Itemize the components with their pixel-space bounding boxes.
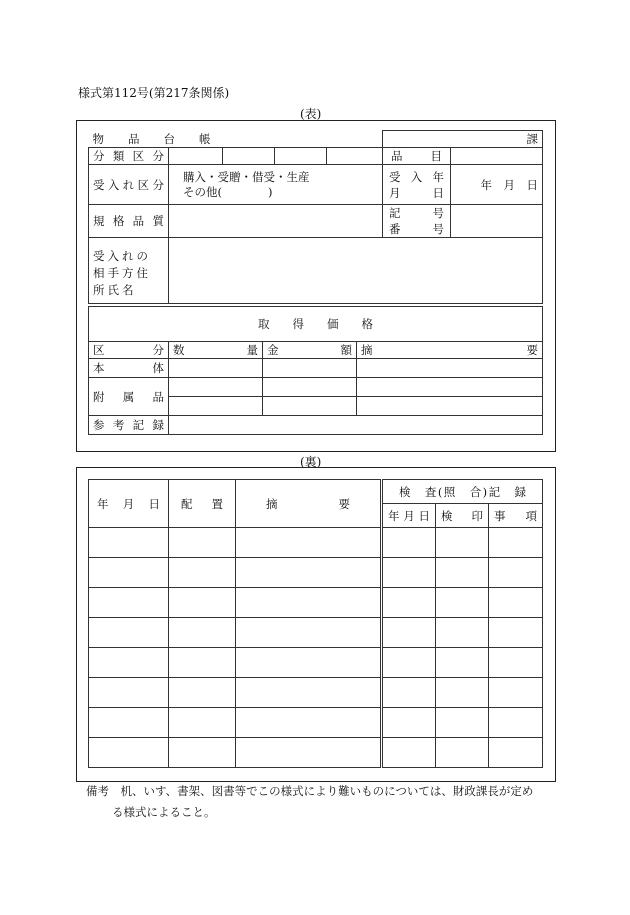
history-cell[interactable] bbox=[489, 738, 543, 768]
history-cell[interactable] bbox=[382, 738, 436, 768]
ledger-table bbox=[88, 130, 543, 304]
dept-suffix: 課 bbox=[526, 132, 539, 146]
receipt-date-value: 年 月 日 bbox=[480, 177, 539, 192]
acq-header-amount: 金 額 bbox=[263, 342, 357, 359]
history-cell[interactable] bbox=[236, 588, 382, 618]
accessories-amount-2[interactable] bbox=[263, 397, 357, 416]
history-cell[interactable] bbox=[382, 618, 436, 648]
main-body-desc[interactable] bbox=[357, 359, 543, 378]
accessories-amount-1[interactable] bbox=[263, 378, 357, 397]
history-cell[interactable] bbox=[382, 558, 436, 588]
history-row bbox=[89, 558, 543, 588]
main-body-label: 本 体 bbox=[89, 359, 169, 378]
history-cell[interactable] bbox=[436, 588, 489, 618]
history-cell[interactable] bbox=[89, 588, 169, 618]
history-cell[interactable] bbox=[169, 648, 236, 678]
dept-field[interactable] bbox=[383, 131, 543, 148]
item-field[interactable] bbox=[451, 148, 543, 165]
history-cell[interactable] bbox=[382, 708, 436, 738]
inspection-seal-header: 検 印 bbox=[436, 504, 489, 528]
counterparty-field[interactable] bbox=[169, 238, 543, 304]
receipt-date-label: 受 入 年 月 日 bbox=[383, 165, 451, 205]
acq-header-quantity: 数 量 bbox=[169, 342, 263, 359]
history-cell[interactable] bbox=[436, 678, 489, 708]
receipt-type-options-line2: その他( ) bbox=[183, 184, 273, 199]
classification-cell-1[interactable] bbox=[169, 148, 223, 165]
remarks-label: 備考 bbox=[86, 784, 109, 798]
history-cell[interactable] bbox=[489, 678, 543, 708]
classification-cell-4[interactable] bbox=[327, 148, 383, 165]
history-row bbox=[89, 738, 543, 768]
history-cell[interactable] bbox=[489, 708, 543, 738]
history-cell[interactable] bbox=[436, 708, 489, 738]
history-cell[interactable] bbox=[236, 708, 382, 738]
history-header-date: 年 月 日 bbox=[89, 480, 169, 528]
history-cell[interactable] bbox=[436, 528, 489, 558]
history-cell[interactable] bbox=[236, 558, 382, 588]
history-header-description: 摘 要 bbox=[236, 480, 382, 528]
history-cell[interactable] bbox=[169, 558, 236, 588]
accessories-desc-1[interactable] bbox=[357, 378, 543, 397]
history-cell[interactable] bbox=[236, 678, 382, 708]
history-cell[interactable] bbox=[382, 678, 436, 708]
history-rows bbox=[89, 528, 543, 768]
classification-cell-2[interactable] bbox=[223, 148, 275, 165]
main-body-amount[interactable] bbox=[263, 359, 357, 378]
history-row bbox=[89, 588, 543, 618]
main-body-qty[interactable] bbox=[169, 359, 263, 378]
history-cell[interactable] bbox=[382, 528, 436, 558]
accessories-qty-2[interactable] bbox=[169, 397, 263, 416]
counterparty-label: 受入れの相手方住所氏名 bbox=[89, 238, 169, 304]
history-cell[interactable] bbox=[169, 588, 236, 618]
back-label: (裏) bbox=[300, 455, 322, 469]
spec-field[interactable] bbox=[169, 205, 383, 238]
reference-label: 参 考 記 録 bbox=[89, 416, 169, 435]
acq-header-category: 区 分 bbox=[89, 342, 169, 359]
remarks-line2: る様式によること。 bbox=[112, 805, 216, 819]
accessories-label: 附 属 品 bbox=[89, 378, 169, 416]
history-cell[interactable] bbox=[436, 738, 489, 768]
history-cell[interactable] bbox=[236, 528, 382, 558]
history-row bbox=[89, 678, 543, 708]
history-cell[interactable] bbox=[489, 648, 543, 678]
acquisition-table bbox=[88, 306, 543, 435]
history-cell[interactable] bbox=[89, 708, 169, 738]
accessories-qty-1[interactable] bbox=[169, 378, 263, 397]
history-cell[interactable] bbox=[236, 618, 382, 648]
history-row bbox=[89, 708, 543, 738]
reference-field[interactable] bbox=[169, 416, 543, 435]
receipt-date-field[interactable] bbox=[451, 165, 543, 205]
receipt-type-options-line1: 購入・受贈・借受・生産 bbox=[183, 169, 310, 184]
front-label: (表) bbox=[300, 107, 322, 121]
spec-label: 規 格 品 質 bbox=[89, 205, 169, 238]
history-cell[interactable] bbox=[436, 648, 489, 678]
form-header: 様式第112号(第217条関係) bbox=[78, 86, 230, 100]
history-cell[interactable] bbox=[489, 618, 543, 648]
classification-cell-3[interactable] bbox=[275, 148, 327, 165]
inspection-title: 検 査(照 合)記 録 bbox=[382, 480, 543, 504]
history-cell[interactable] bbox=[489, 588, 543, 618]
remarks bbox=[86, 781, 556, 823]
history-cell[interactable] bbox=[169, 528, 236, 558]
receipt-type-label: 受入れ区分 bbox=[89, 165, 169, 205]
symbol-number-label: 記 号 番 号 bbox=[383, 205, 451, 238]
history-table bbox=[88, 479, 543, 768]
history-cell[interactable] bbox=[489, 528, 543, 558]
history-cell[interactable] bbox=[169, 708, 236, 738]
history-cell[interactable] bbox=[89, 618, 169, 648]
acq-header-description: 摘 要 bbox=[357, 342, 543, 359]
history-cell[interactable] bbox=[382, 648, 436, 678]
classification-label: 分 類 区 分 bbox=[89, 148, 169, 165]
ledger-title: 物 品 台 帳 bbox=[92, 131, 211, 146]
inspection-matter-header: 事 項 bbox=[489, 504, 543, 528]
receipt-type-options[interactable] bbox=[169, 165, 383, 205]
history-cell[interactable] bbox=[89, 678, 169, 708]
history-cell[interactable] bbox=[89, 738, 169, 768]
history-cell[interactable] bbox=[169, 678, 236, 708]
history-cell[interactable] bbox=[169, 618, 236, 648]
history-header-placement: 配 置 bbox=[169, 480, 236, 528]
history-row bbox=[89, 648, 543, 678]
accessories-desc-2[interactable] bbox=[357, 397, 543, 416]
remarks-line1: 机、いす、書架、図書等でこの様式により難いものについては、財政課長が定め bbox=[120, 784, 534, 798]
acquisition-title: 取 得 価 格 bbox=[89, 307, 543, 342]
history-cell[interactable] bbox=[382, 588, 436, 618]
history-cell[interactable] bbox=[169, 738, 236, 768]
history-row bbox=[89, 528, 543, 558]
symbol-number-field[interactable] bbox=[451, 205, 543, 238]
history-cell[interactable] bbox=[89, 648, 169, 678]
history-cell[interactable] bbox=[89, 558, 169, 588]
history-cell[interactable] bbox=[236, 738, 382, 768]
history-cell[interactable] bbox=[489, 558, 543, 588]
history-cell[interactable] bbox=[236, 648, 382, 678]
item-label: 品 目 bbox=[383, 148, 451, 165]
history-cell[interactable] bbox=[436, 558, 489, 588]
history-cell[interactable] bbox=[89, 528, 169, 558]
history-row bbox=[89, 618, 543, 648]
history-cell[interactable] bbox=[436, 618, 489, 648]
inspection-date-header: 年月日 bbox=[382, 504, 436, 528]
